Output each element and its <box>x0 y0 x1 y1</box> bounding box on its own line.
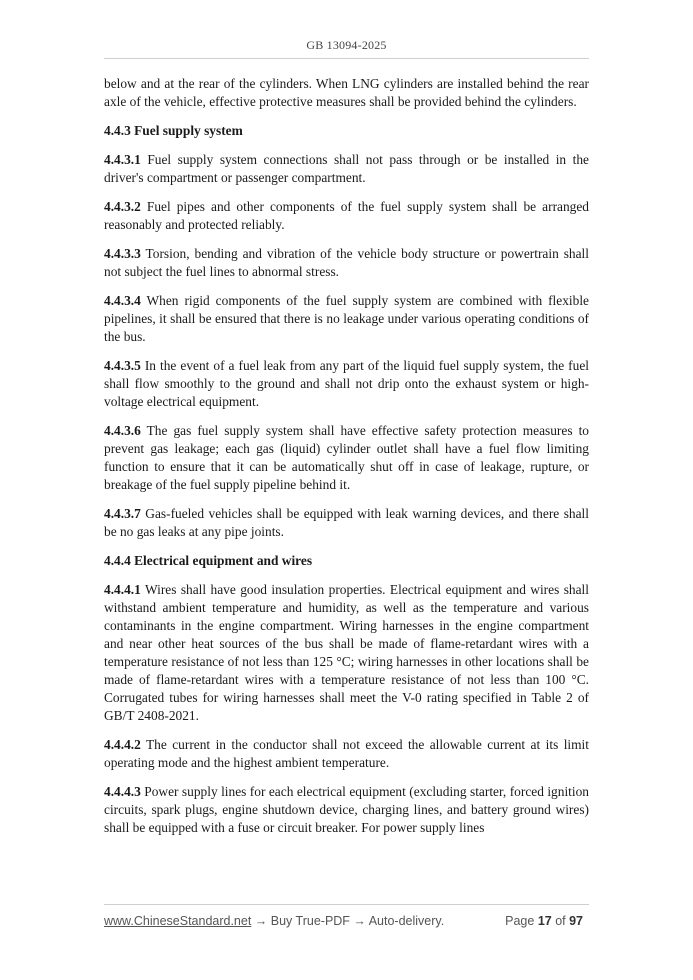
page-total: 97 <box>569 914 583 928</box>
clause-number: 4.4.3.4 <box>104 293 141 308</box>
clause-number: 4.4.4.3 <box>104 784 141 799</box>
clause-4-4-3-5 <box>104 357 589 411</box>
clause-number: 4.4.3.7 <box>104 506 141 521</box>
clause-text: The gas fuel supply system shall have effective safety protection measures to prevent gas leakage; each gas (liquid) cylinder outlet shall have a fuel flow limiting function to ensure that it can be automatically shut off in case of leakage, rupture, or breakage of the fuel supply pipeline behind it. <box>104 423 589 492</box>
clause-4-4-4-3 <box>104 783 589 837</box>
clause-text: Torsion, bending and vibration of the vehicle body structure or powertrain shall not subject the fuel lines to abnormal stress. <box>104 246 589 279</box>
page-of: of <box>551 914 570 928</box>
clause-4-4-3-1 <box>104 151 589 187</box>
clause-4-4-3-4 <box>104 292 589 346</box>
footer-divider <box>104 904 589 905</box>
section-heading-4-4-3: 4.4.3 Fuel supply system <box>104 123 243 138</box>
clause-number: 4.4.4.1 <box>104 582 141 597</box>
clause-4-4-3-2 <box>104 198 589 234</box>
clause-text: When rigid components of the fuel supply system are combined with flexible pipelines, it shall be ensured that there is no leakage under various operating conditions of the bus. <box>104 293 589 344</box>
clause-text: Fuel pipes and other components of the fuel supply system shall be arranged reasonably and protected reliably. <box>104 199 589 232</box>
clause-text: In the event of a fuel leak from any part of the liquid fuel supply system, the fuel shall flow smoothly to the ground and shall not drip onto the exhaust system or high-voltage electrical equipment. <box>104 358 589 409</box>
clause-4-4-3-6 <box>104 422 589 494</box>
clause-text: Wires shall have good insulation properties. Electrical equipment and wires shall withstand ambient temperature and humidity, as well as the temperature and various contaminants in the engine compartment. Wiring harnesses in the engine compartment and near other heat sources of the bus shall be made of flame-retardant wires with a temperature resistance of not less than 125 °C; wiring harnesses in other locations shall be made of flame-retardant wires with a temperature resistance of not less than 100 °C. Corrugated tubes for wiring harnesses shall meet the V-0 rating specified in Table 2 of GB/T 2408-2021. <box>104 582 589 723</box>
page-footer <box>104 914 589 932</box>
document-body <box>104 75 589 848</box>
intro-paragraph: below and at the rear of the cylinders. When LNG cylinders are installed behind the rear axle of the vehicle, effective protective measures shall be provided behind the cylinders. <box>104 76 589 109</box>
clause-text: The current in the conductor shall not exceed the allowable current at its limit operating mode and the highest ambient temperature. <box>104 737 589 770</box>
clause-4-4-3-3 <box>104 245 589 281</box>
clause-number: 4.4.3.5 <box>104 358 141 373</box>
page-word: Page <box>505 914 538 928</box>
clause-number: 4.4.3.2 <box>104 199 141 214</box>
clause-number: 4.4.3.1 <box>104 152 141 167</box>
clause-number: 4.4.4.2 <box>104 737 141 752</box>
clause-text: Power supply lines for each electrical equipment (excluding starter, forced ignition circuits, spark plugs, engine shutdown device, charging lines, and battery ground wires) shall be equipped with a fuse or circuit breaker. For power supply lines <box>104 784 589 835</box>
clause-number: 4.4.3.3 <box>104 246 141 261</box>
site-link[interactable]: www.ChineseStandard.net <box>104 914 252 928</box>
page-header: GB 13094-2025 <box>306 38 387 52</box>
footer-promo <box>104 914 444 928</box>
clause-4-4-4-1 <box>104 581 589 725</box>
section-heading-4-4-4: 4.4.4 Electrical equipment and wires <box>104 553 313 568</box>
clause-4-4-4-2 <box>104 736 589 772</box>
page-current: 17 <box>537 914 552 928</box>
clause-text: Fuel supply system connections shall not pass through or be installed in the driver's compartment or passenger compartment. <box>104 152 589 185</box>
clause-text: Gas-fueled vehicles shall be equipped with leak warning devices, and there shall be no gas leaks at any pipe joints. <box>104 506 589 539</box>
promo-text: → Buy True-PDF → Auto-delivery. <box>251 914 445 928</box>
page-indicator <box>505 914 583 928</box>
header-divider <box>104 58 589 59</box>
clause-4-4-3-7 <box>104 505 589 541</box>
clause-number: 4.4.3.6 <box>104 423 141 438</box>
